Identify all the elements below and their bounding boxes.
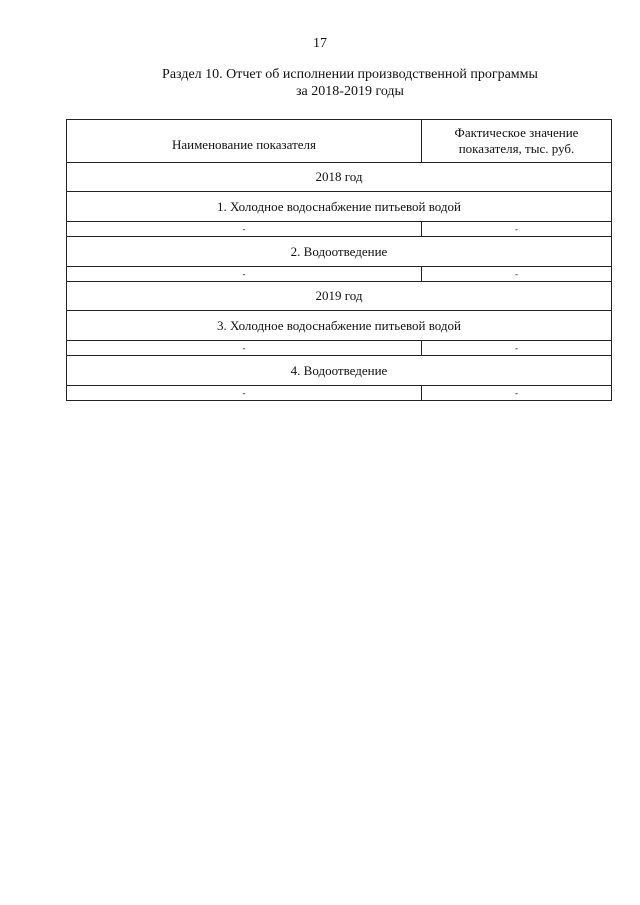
table-row [67,267,612,282]
group-row [67,237,612,267]
page-number: 17 [313,36,327,51]
production-program-report-table [66,119,612,401]
section-year-2019: 2019 год [67,282,612,311]
section-year-2018: 2018 год [67,163,612,192]
section-row-2019 [67,282,612,311]
indicator-value-cell: - [422,222,612,237]
indicator-value-cell: - [422,267,612,282]
indicator-value-cell: - [422,386,612,401]
table-row [67,386,612,401]
group-title-cold-water-2019: 3. Холодное водоснабжение питьевой водой [67,311,612,341]
indicator-name-cell: - [67,386,422,401]
indicator-name-cell: - [67,267,422,282]
section-title [60,66,640,100]
group-row [67,192,612,222]
table-row [67,222,612,237]
indicator-name-cell: - [67,222,422,237]
group-title-wastewater-2019: 4. Водоотведение [67,356,612,386]
header-actual-value-line-1: Фактическое значение [454,125,579,140]
group-title-cold-water-2018: 1. Холодное водоснабжение питьевой водой [67,192,612,222]
header-actual-value [422,120,612,163]
indicator-value-cell: - [422,341,612,356]
section-title-line-1: Раздел 10. Отчет об исполнении производственной программы [162,67,538,82]
table-row [67,341,612,356]
table-header-row [67,120,612,163]
header-indicator-name: Наименование показателя [67,120,422,163]
indicator-name-cell: - [67,341,422,356]
section-row-2018 [67,163,612,192]
group-row [67,356,612,386]
section-title-line-2: за 2018-2019 годы [296,84,404,99]
group-row [67,311,612,341]
header-actual-value-line-2: показателя, тыс. руб. [458,141,575,156]
group-title-wastewater-2018: 2. Водоотведение [67,237,612,267]
